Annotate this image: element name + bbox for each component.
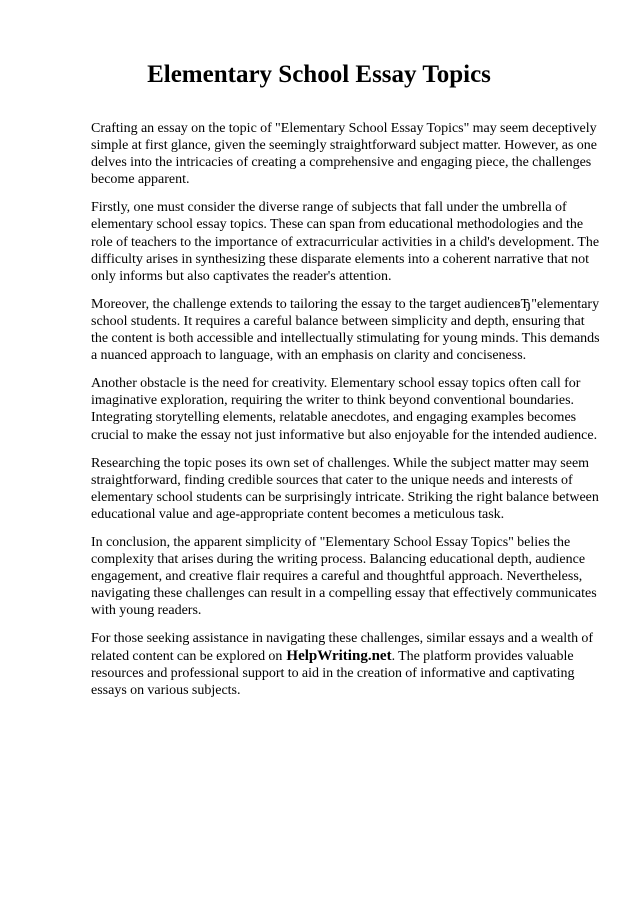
paragraph-creativity: Another obstacle is the need for creativity. Elementary school essay topics often call for imaginative exploration, requiring the writer to think beyond conventional boundaries. Integrating storytelling elements, relatable anecdotes, and engaging examples becomes crucial to make the essay not just informative but also enjoyable for the intended audience.	[91, 376, 598, 443]
paragraph-research: Researching the topic poses its own set of challenges. While the subject matter may seem straightforward, finding credible sources that cater to the unique needs and interests of elementary school students can be surprisingly intricate. Striking the right balance between educational value and age-appropriate content becomes a meticulous task.	[91, 455, 599, 522]
paragraph-conclusion: In conclusion, the apparent simplicity of "Elementary School Essay Topics" belies the complexity that arises during the writing process. Balancing educational depth, audience engagement, and creative flair requires a careful and thoughtful approach. Nevertheless, navigating these challenges can result in a compelling essay that effectively communicates with young readers.	[91, 534, 597, 619]
helpwriting-link[interactable]: HelpWriting.net	[286, 647, 392, 664]
assistance-text-after: . The platform provides valuable resources and professional support to aid in the creation of informative and captivating essays on various subjects.	[91, 648, 575, 698]
document-body	[91, 120, 601, 710]
paragraph-audience: Moreover, the challenge extends to tailoring the essay to the target audienceвЂ"elementary school students. It requires a careful balance between simplicity and depth, ensuring that the content is both accessible and intellectually stimulating for young minds. This demands a nuanced approach to language, with an emphasis on clarity and conciseness.	[91, 296, 600, 364]
paragraph-intro: Crafting an essay on the topic of "Elementary School Essay Topics" may seem deceptively simple at first glance, given the seemingly straightforward subject matter. However, as one delves into the intricacies of creating a comprehensive and engaging piece, the challenges become apparent.	[91, 121, 597, 188]
paragraph-assistance	[91, 630, 601, 698]
paragraph-subjects: Firstly, one must consider the diverse range of subjects that fall under the umbrella of elementary school essay topics. These can span from educational methodologies and the role of teachers to the importance of extracurricular activities in a child's development. The difficulty arises in synthesizing these disparate elements into a coherent narrative that not only informs but also captivates the reader's attention.	[91, 200, 600, 284]
assistance-text-before: For those seeking assistance in navigating these challenges, similar essays and a wealth of related content can be explored on	[91, 631, 594, 664]
document-title: Elementary School Essay Topics	[147, 61, 491, 88]
